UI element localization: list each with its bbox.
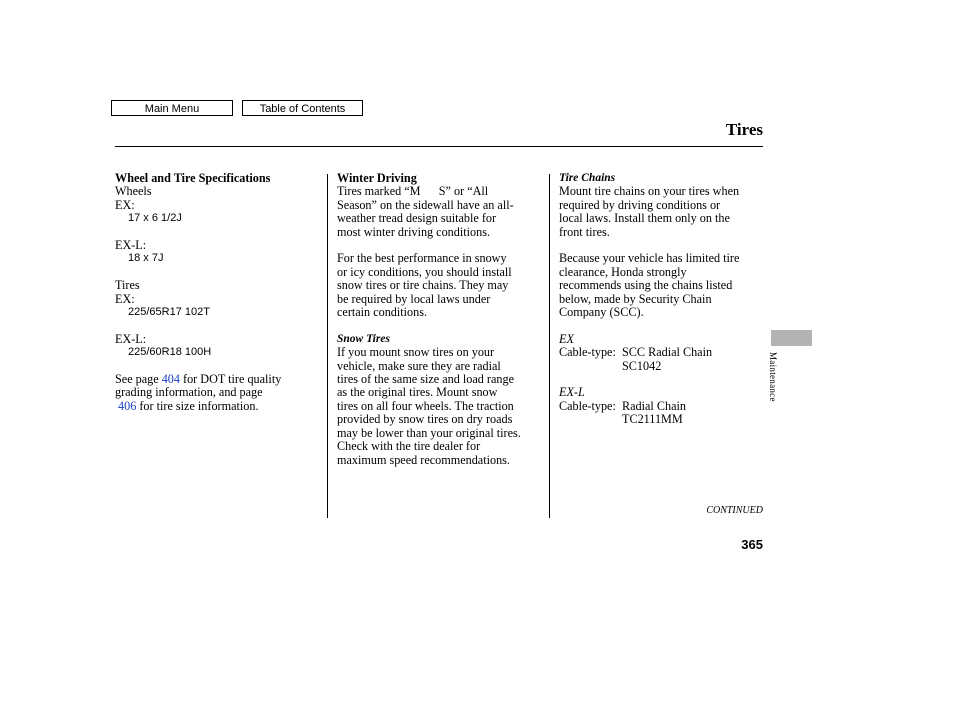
paragraph-line: provided by snow tires on dry roads bbox=[337, 412, 513, 427]
wheels-exl-label: EX-L: bbox=[115, 238, 147, 253]
tires-ex-value: 225/65R17 102T bbox=[128, 306, 210, 319]
cable-type-label: Cable-type: bbox=[559, 345, 616, 360]
reference-text bbox=[115, 400, 320, 413]
section-heading: Wheel and Tire Specifications bbox=[115, 171, 271, 185]
cable-type-value: SCC Radial Chain bbox=[622, 345, 713, 360]
paragraph-line: below, made by Security Chain bbox=[559, 291, 712, 306]
winter-driving-column bbox=[337, 172, 545, 467]
cable-type-label: Cable-type: bbox=[559, 398, 616, 413]
tires-exl-label: EX-L: bbox=[115, 331, 147, 346]
paragraph-line: Tires marked “M S” or “All bbox=[337, 184, 489, 199]
paragraph-line: recommends using the chains listed bbox=[559, 278, 733, 293]
paragraph-line: If you mount snow tires on your bbox=[337, 345, 495, 360]
column-divider bbox=[327, 174, 328, 518]
paragraph-line: Check with the tire dealer for bbox=[337, 439, 481, 454]
column-divider bbox=[549, 174, 550, 518]
paragraph-line: or icy conditions, you should install bbox=[337, 264, 512, 279]
paragraph-line: vehicle, make sure they are radial bbox=[337, 358, 501, 373]
reference-text-part: for tire size information. bbox=[136, 398, 259, 413]
continued-label: CONTINUED bbox=[706, 505, 763, 516]
page-406-link[interactable]: 406 bbox=[118, 398, 137, 413]
paragraph-line: may be lower than your original tires. bbox=[337, 425, 521, 440]
paragraph-line: clearance, Honda strongly bbox=[559, 264, 687, 279]
paragraph-line: Because your vehicle has limited tire bbox=[559, 251, 740, 266]
chain-spec-row bbox=[559, 400, 765, 413]
paragraph-line: tires of the same size and load range bbox=[337, 372, 514, 387]
paragraph-line: Company (SCC). bbox=[559, 305, 644, 320]
page-404-link[interactable]: 404 bbox=[161, 372, 180, 387]
paragraph-line: Mount tire chains on your tires when bbox=[559, 184, 740, 199]
wheels-ex-label: EX: bbox=[115, 197, 135, 212]
chain-spec-row bbox=[559, 360, 765, 373]
table-of-contents-button[interactable]: Table of Contents bbox=[242, 100, 363, 116]
paragraph-line: Season” on the sidewall have an all- bbox=[337, 197, 514, 212]
title-divider bbox=[115, 146, 763, 147]
paragraph-line: front tires. bbox=[559, 224, 610, 239]
tire-chains-column bbox=[559, 172, 765, 427]
paragraph-line: snow tires or tire chains. They may bbox=[337, 278, 509, 293]
paragraph-line: tires on all four wheels. The traction bbox=[337, 398, 514, 413]
subsection-heading: Snow Tires bbox=[337, 332, 390, 345]
paragraph-line: certain conditions. bbox=[337, 305, 428, 320]
section-heading: Winter Driving bbox=[337, 171, 417, 185]
paragraph-line: as the original tires. Mount snow bbox=[337, 385, 498, 400]
section-tab-label: Maintenance bbox=[768, 352, 778, 402]
tires-exl-value: 225/60R18 100H bbox=[128, 346, 212, 359]
model-label-ex: EX bbox=[559, 331, 574, 346]
wheel-tire-spec-column bbox=[115, 172, 320, 413]
reference-text: grading information, and page bbox=[115, 385, 263, 400]
chain-part-number: SC1042 bbox=[622, 358, 662, 373]
cable-type-value: Radial Chain bbox=[622, 398, 686, 413]
section-heading: Tire Chains bbox=[559, 172, 616, 184]
paragraph-line: required by driving conditions or bbox=[559, 197, 721, 212]
main-menu-button[interactable]: Main Menu bbox=[111, 100, 233, 116]
paragraph-line: weather tread design suitable for bbox=[337, 211, 497, 226]
wheels-label: Wheels bbox=[115, 184, 152, 199]
section-tab bbox=[771, 330, 812, 346]
paragraph-line: most winter driving conditions. bbox=[337, 224, 491, 239]
paragraph-line: For the best performance in snowy bbox=[337, 251, 507, 266]
reference-text-part: for DOT tire quality bbox=[179, 372, 282, 387]
chain-spec-row bbox=[559, 413, 765, 426]
paragraph-line: maximum speed recommendations. bbox=[337, 452, 510, 467]
page-title: Tires bbox=[725, 120, 763, 139]
paragraph-line: be required by local laws under bbox=[337, 291, 491, 306]
tires-ex-label: EX: bbox=[115, 291, 135, 306]
wheels-ex-value: 17 x 6 1/2J bbox=[128, 212, 182, 225]
paragraph-line: local laws. Install them only on the bbox=[559, 211, 730, 226]
chain-spec-row bbox=[559, 346, 765, 359]
wheels-exl-value: 18 x 7J bbox=[128, 252, 164, 265]
reference-text-part: See page bbox=[115, 372, 162, 387]
page-number: 365 bbox=[741, 537, 763, 552]
chain-part-number: TC2111MM bbox=[622, 412, 683, 427]
tires-label: Tires bbox=[115, 278, 140, 293]
reference-text bbox=[115, 373, 320, 386]
model-label-exl: EX-L bbox=[559, 385, 585, 400]
